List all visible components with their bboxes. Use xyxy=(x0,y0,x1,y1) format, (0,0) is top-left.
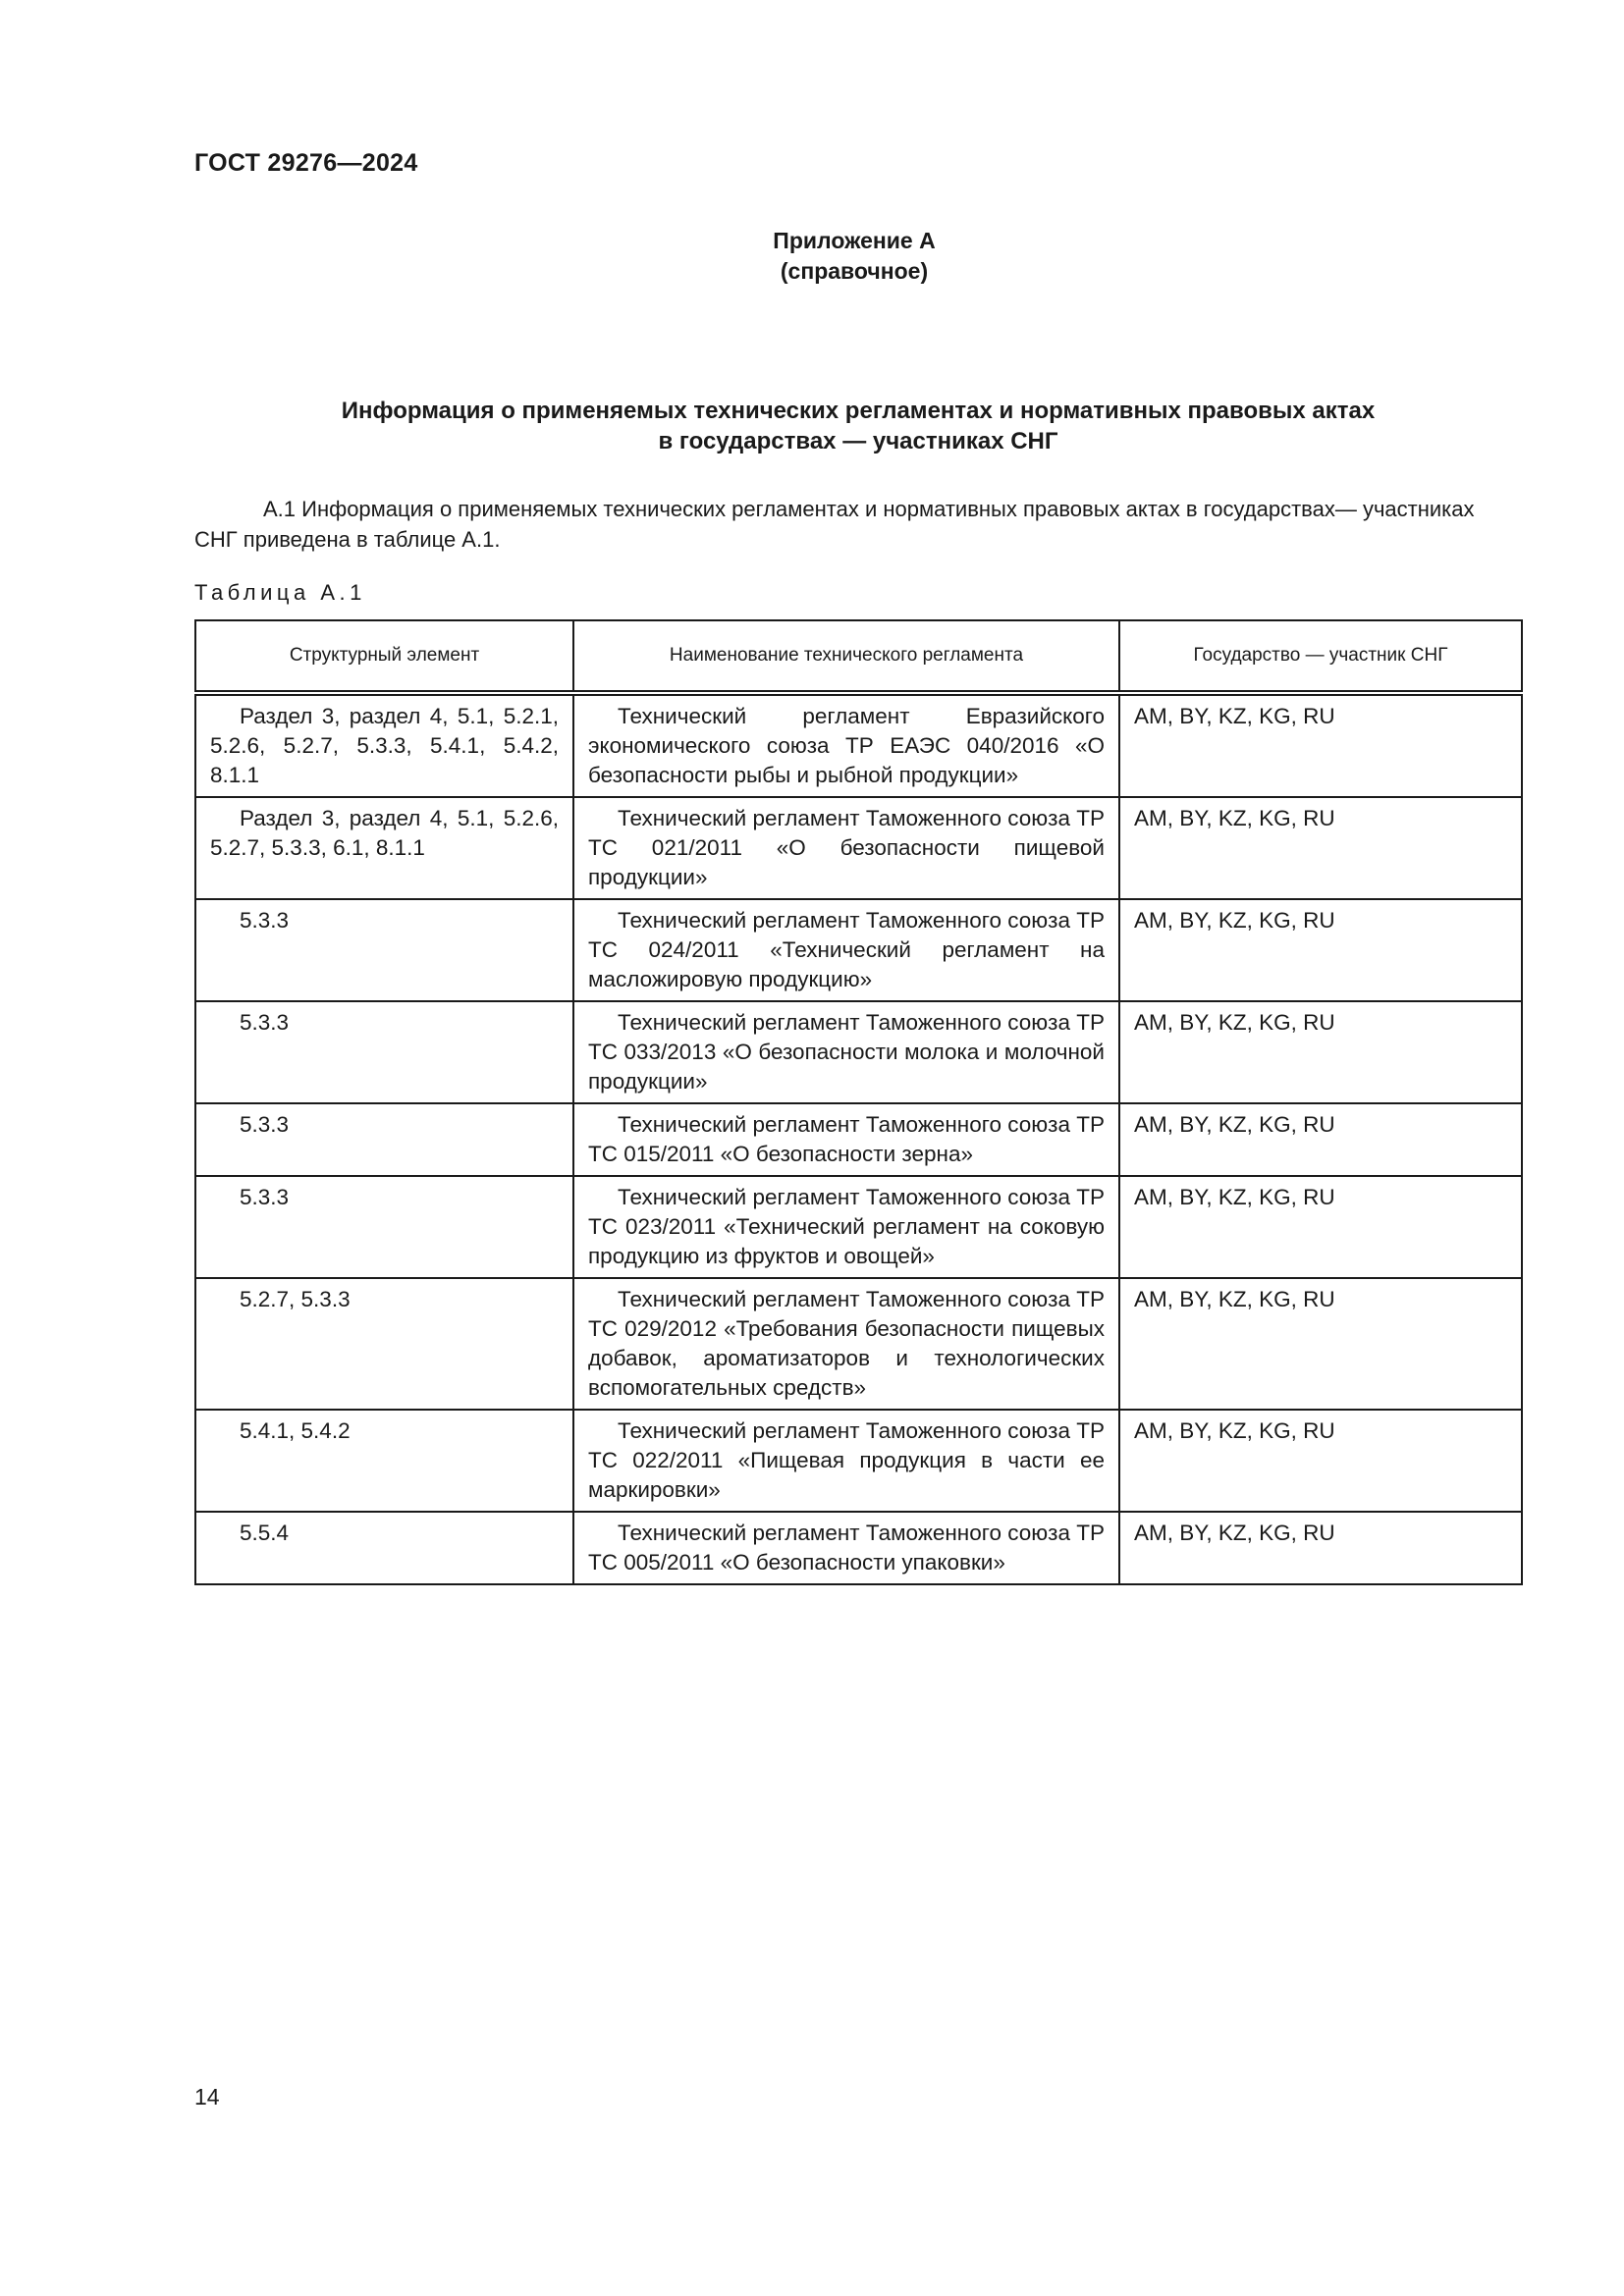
cell-element: Раздел 3, раздел 4, 5.1, 5.2.6, 5.2.7, 5.3.3, 6.1, 8.1.1 xyxy=(195,797,573,899)
header-cis-state: Государство — участник СНГ xyxy=(1119,620,1522,693)
table-row xyxy=(195,1410,1522,1512)
cell-regulation: Технический регламент Таможенного союза ТР ТС 021/2011 «О безопасности пищевой продукции» xyxy=(573,797,1119,899)
section-title-line2: в государствах — участниках СНГ xyxy=(658,428,1058,454)
table-row xyxy=(195,1512,1522,1584)
appendix-heading xyxy=(0,226,1624,287)
cell-element: 5.3.3 xyxy=(195,899,573,1001)
cell-element: 5.4.1, 5.4.2 xyxy=(195,1410,573,1512)
cell-regulation: Технический регламент Таможенного союза ТР ТС 005/2011 «О безопасности упаковки» xyxy=(573,1512,1119,1584)
cell-states: AM, BY, KZ, KG, RU xyxy=(1119,797,1522,899)
page-number: 14 xyxy=(194,2084,220,2109)
cell-regulation: Технический регламент Таможенного союза ТР ТС 023/2011 «Технический регламент на соковую продукцию из фруктов и овощей» xyxy=(573,1176,1119,1278)
table-row xyxy=(195,1176,1522,1278)
cell-regulation: Технический регламент Таможенного союза ТР ТС 022/2011 «Пищевая продукция в части ее маркировки» xyxy=(573,1410,1119,1512)
cell-regulation: Технический регламент Таможенного союза ТР ТС 029/2012 «Требования безопасности пищевых добавок, ароматизаторов и технологических вспомогательных средств» xyxy=(573,1278,1119,1410)
section-title-line1: Информация о применяемых технических регламентах и нормативных правовых актах xyxy=(341,398,1376,424)
table-header-row xyxy=(195,620,1522,693)
cell-element: 5.2.7, 5.3.3 xyxy=(195,1278,573,1410)
header-structural-element: Структурный элемент xyxy=(195,620,573,693)
cell-regulation: Технический регламент Таможенного союза ТР ТС 024/2011 «Технический регламент на масложировую продукцию» xyxy=(573,899,1119,1001)
cell-regulation: Технический регламент Таможенного союза ТР ТС 015/2011 «О безопасности зерна» xyxy=(573,1103,1119,1176)
table-caption: Таблица А.1 xyxy=(194,580,366,605)
table-row xyxy=(195,899,1522,1001)
appendix-title: Приложение А xyxy=(773,228,936,253)
cell-states: AM, BY, KZ, KG, RU xyxy=(1119,1176,1522,1278)
cell-regulation: Технический регламент Евразийского экономического союза ТР ЕАЭС 040/2016 «О безопасности рыбы и рыбной продукции» xyxy=(573,693,1119,797)
cell-states: AM, BY, KZ, KG, RU xyxy=(1119,1001,1522,1103)
cell-states: AM, BY, KZ, KG, RU xyxy=(1119,1410,1522,1512)
intro-paragraph: А.1 Информация о применяемых технических регламентах и нормативных правовых актах в государствах— участниках СНГ приведена в таблице А.1. xyxy=(194,497,1475,552)
cell-regulation: Технический регламент Таможенного союза ТР ТС 033/2013 «О безопасности молока и молочной продукции» xyxy=(573,1001,1119,1103)
section-title xyxy=(194,396,1522,456)
header-regulation-name: Наименование технического регламента xyxy=(573,620,1119,693)
table-row xyxy=(195,797,1522,899)
cell-element: Раздел 3, раздел 4, 5.1, 5.2.1, 5.2.6, 5.2.7, 5.3.3, 5.4.1, 5.4.2, 8.1.1 xyxy=(195,693,573,797)
cell-states: AM, BY, KZ, KG, RU xyxy=(1119,1103,1522,1176)
document-code: ГОСТ 29276—2024 xyxy=(194,149,418,177)
cell-states: AM, BY, KZ, KG, RU xyxy=(1119,899,1522,1001)
appendix-subtitle: (справочное) xyxy=(780,258,929,284)
table-row xyxy=(195,1001,1522,1103)
table-row xyxy=(195,693,1522,797)
cell-element: 5.3.3 xyxy=(195,1001,573,1103)
table-row xyxy=(195,1103,1522,1176)
cell-element: 5.3.3 xyxy=(195,1176,573,1278)
cell-states: AM, BY, KZ, KG, RU xyxy=(1119,693,1522,797)
cell-states: AM, BY, KZ, KG, RU xyxy=(1119,1278,1522,1410)
cell-element: 5.3.3 xyxy=(195,1103,573,1176)
cell-element: 5.5.4 xyxy=(195,1512,573,1584)
regulations-table xyxy=(194,619,1523,1585)
table-row xyxy=(195,1278,1522,1410)
cell-states: AM, BY, KZ, KG, RU xyxy=(1119,1512,1522,1584)
